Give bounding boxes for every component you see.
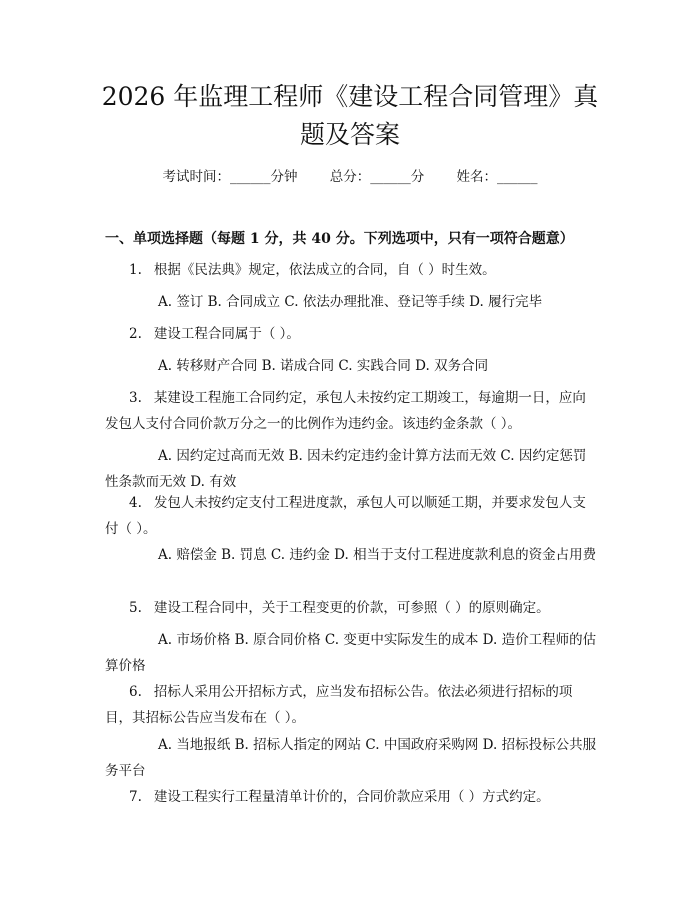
question-number: 5. [129,600,142,616]
document-title [60,78,640,154]
question-text: 某建设工程施工合同约定，承包人未按约定工期竣工，每逾期一日，应向发包人支付合同价款万分之一的比例作为违约金。该违约金条款（ ）。 [105,390,586,432]
question-number: 6. [129,684,142,700]
question-text: 建设工程合同中，关于工程变更的价款，可参照（ ）的原则确定。 [153,600,550,616]
question-4-options: A. 赔偿金 B. 罚息 C. 违约金 D. 相当于支付工程进度款利息的资金占用费 [158,547,597,563]
question-5 [105,595,597,621]
question-3-options: A. 因约定过高而无效 B. 因未约定违约金计算方法而无效 C. 因约定惩罚性条款而无效 D. 有效 [105,448,587,490]
exam-time: 考试时间：______分钟 [162,169,298,185]
question-7 [105,784,597,810]
question-number: 4. [129,495,142,511]
question-2-options: A. 转移财产合同 B. 诺成合同 C. 实践合同 D. 双务合同 [158,358,489,374]
question-number: 3. [129,390,142,406]
question-5-options: A. 市场价格 B. 原合同价格 C. 变更中实际发生的成本 D. 造价工程师的估算价格 [105,632,597,674]
question-3 [105,385,597,437]
student-name: 姓名：______ [456,169,538,185]
section-title: 一、单项选择题（每题 1 分，共 40 分。下列选项中，只有一项符合题意） [105,231,574,247]
title-line-2: 题及答案 [299,120,400,149]
question-text: 根据《民法典》规定，依法成立的合同，自（ ）时生效。 [153,262,496,278]
question-4 [105,490,597,542]
question-6 [105,679,597,731]
question-1-options: A. 签订 B. 合同成立 C. 依法办理批准、登记等手续 D. 履行完毕 [158,294,543,310]
question-text: 建设工程合同属于（ ）。 [153,326,300,342]
question-1 [105,257,597,283]
question-2 [105,321,597,347]
question-number: 7. [129,789,142,805]
exam-meta [0,168,700,186]
question-number: 2. [129,326,142,342]
total-score: 总分：______分 [329,169,425,185]
question-6-options: A. 当地报纸 B. 招标人指定的网站 C. 中国政府采购网 D. 招标投标公共服务平台 [105,737,597,779]
question-text: 建设工程实行工程量清单计价的，合同价款应采用（ ）方式约定。 [153,789,550,805]
title-line-1: 2026 年监理工程师《建设工程合同管理》真 [101,82,599,111]
question-number: 1. [129,262,142,278]
question-text: 发包人未按约定支付工程进度款，承包人可以顺延工期，并要求发包人支付（ ）。 [105,495,586,537]
question-text: 招标人采用公开招标方式，应当发布招标公告。依法必须进行招标的项目，其招标公告应当发布在（ ）。 [105,684,573,726]
